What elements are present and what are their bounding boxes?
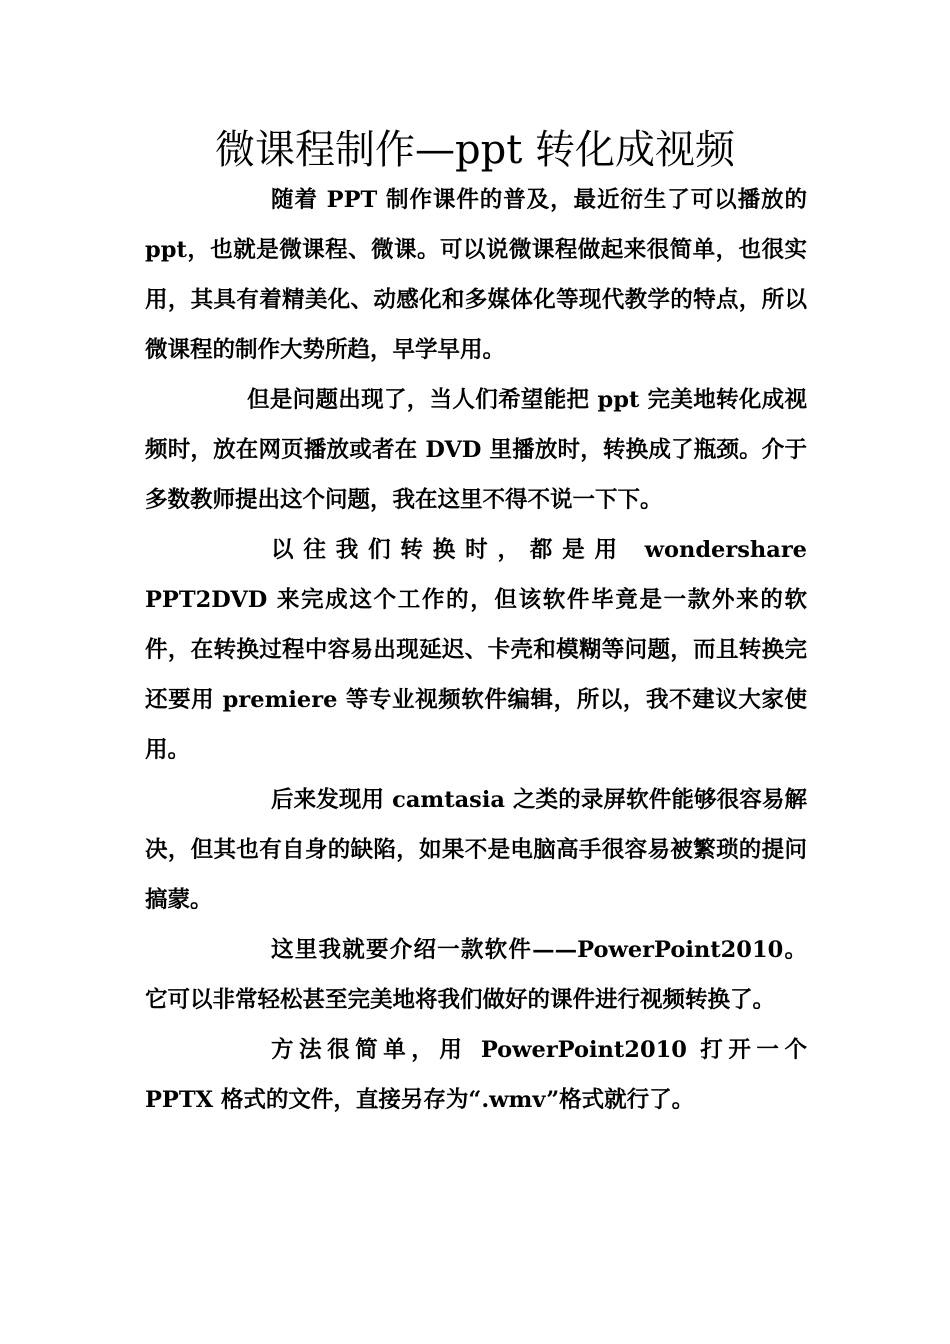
paragraph-powerpoint-intro: 这里我就要介绍一款软件——PowerPoint2010。它可以非常轻松甚至完美地将我们做好的课件进行视频转换了。 xyxy=(145,937,807,1013)
document-body xyxy=(145,175,830,1125)
paragraph-method: 方法很简单，用 PowerPoint2010 打开一个 PPTX 格式的文件，直接另存为“.wmv”格式就行了。 xyxy=(145,1037,807,1113)
paragraph-screen-recording: 后来发现用 camtasia 之类的录屏软件能够很容易解决，但其也有自身的缺陷，如果不是电脑高手很容易被繁琐的提问搞蒙。 xyxy=(145,787,807,913)
document-title: 微课程制作—ppt 转化成视频 xyxy=(215,127,735,173)
paragraph-problem: 但是问题出现了，当人们希望能把 ppt 完美地转化成视频时，放在网页播放或者在 DVD 里播放时，转换成了瓶颈。介于多数教师提出这个问题，我在这里不得不说一下下。 xyxy=(145,387,807,513)
paragraph-intro: 随着 PPT 制作课件的普及，最近衍生了可以播放的 ppt，也就是微课程、微课。可以说微课程做起来很简单，也很实用，其具有着精美化、动感化和多媒体化等现代教学的特点，所以微课程的制作大势所趋，早学早用。 xyxy=(145,187,807,363)
paragraph-previous-method: 以往我们转换时，都是用 wondershare PPT2DVD 来完成这个工作的，但该软件毕竟是一款外来的软件，在转换过程中容易出现延迟、卡壳和模糊等问题，而且转换完还要用 premiere 等专业视频软件编辑，所以，我不建议大家使用。 xyxy=(145,537,830,763)
